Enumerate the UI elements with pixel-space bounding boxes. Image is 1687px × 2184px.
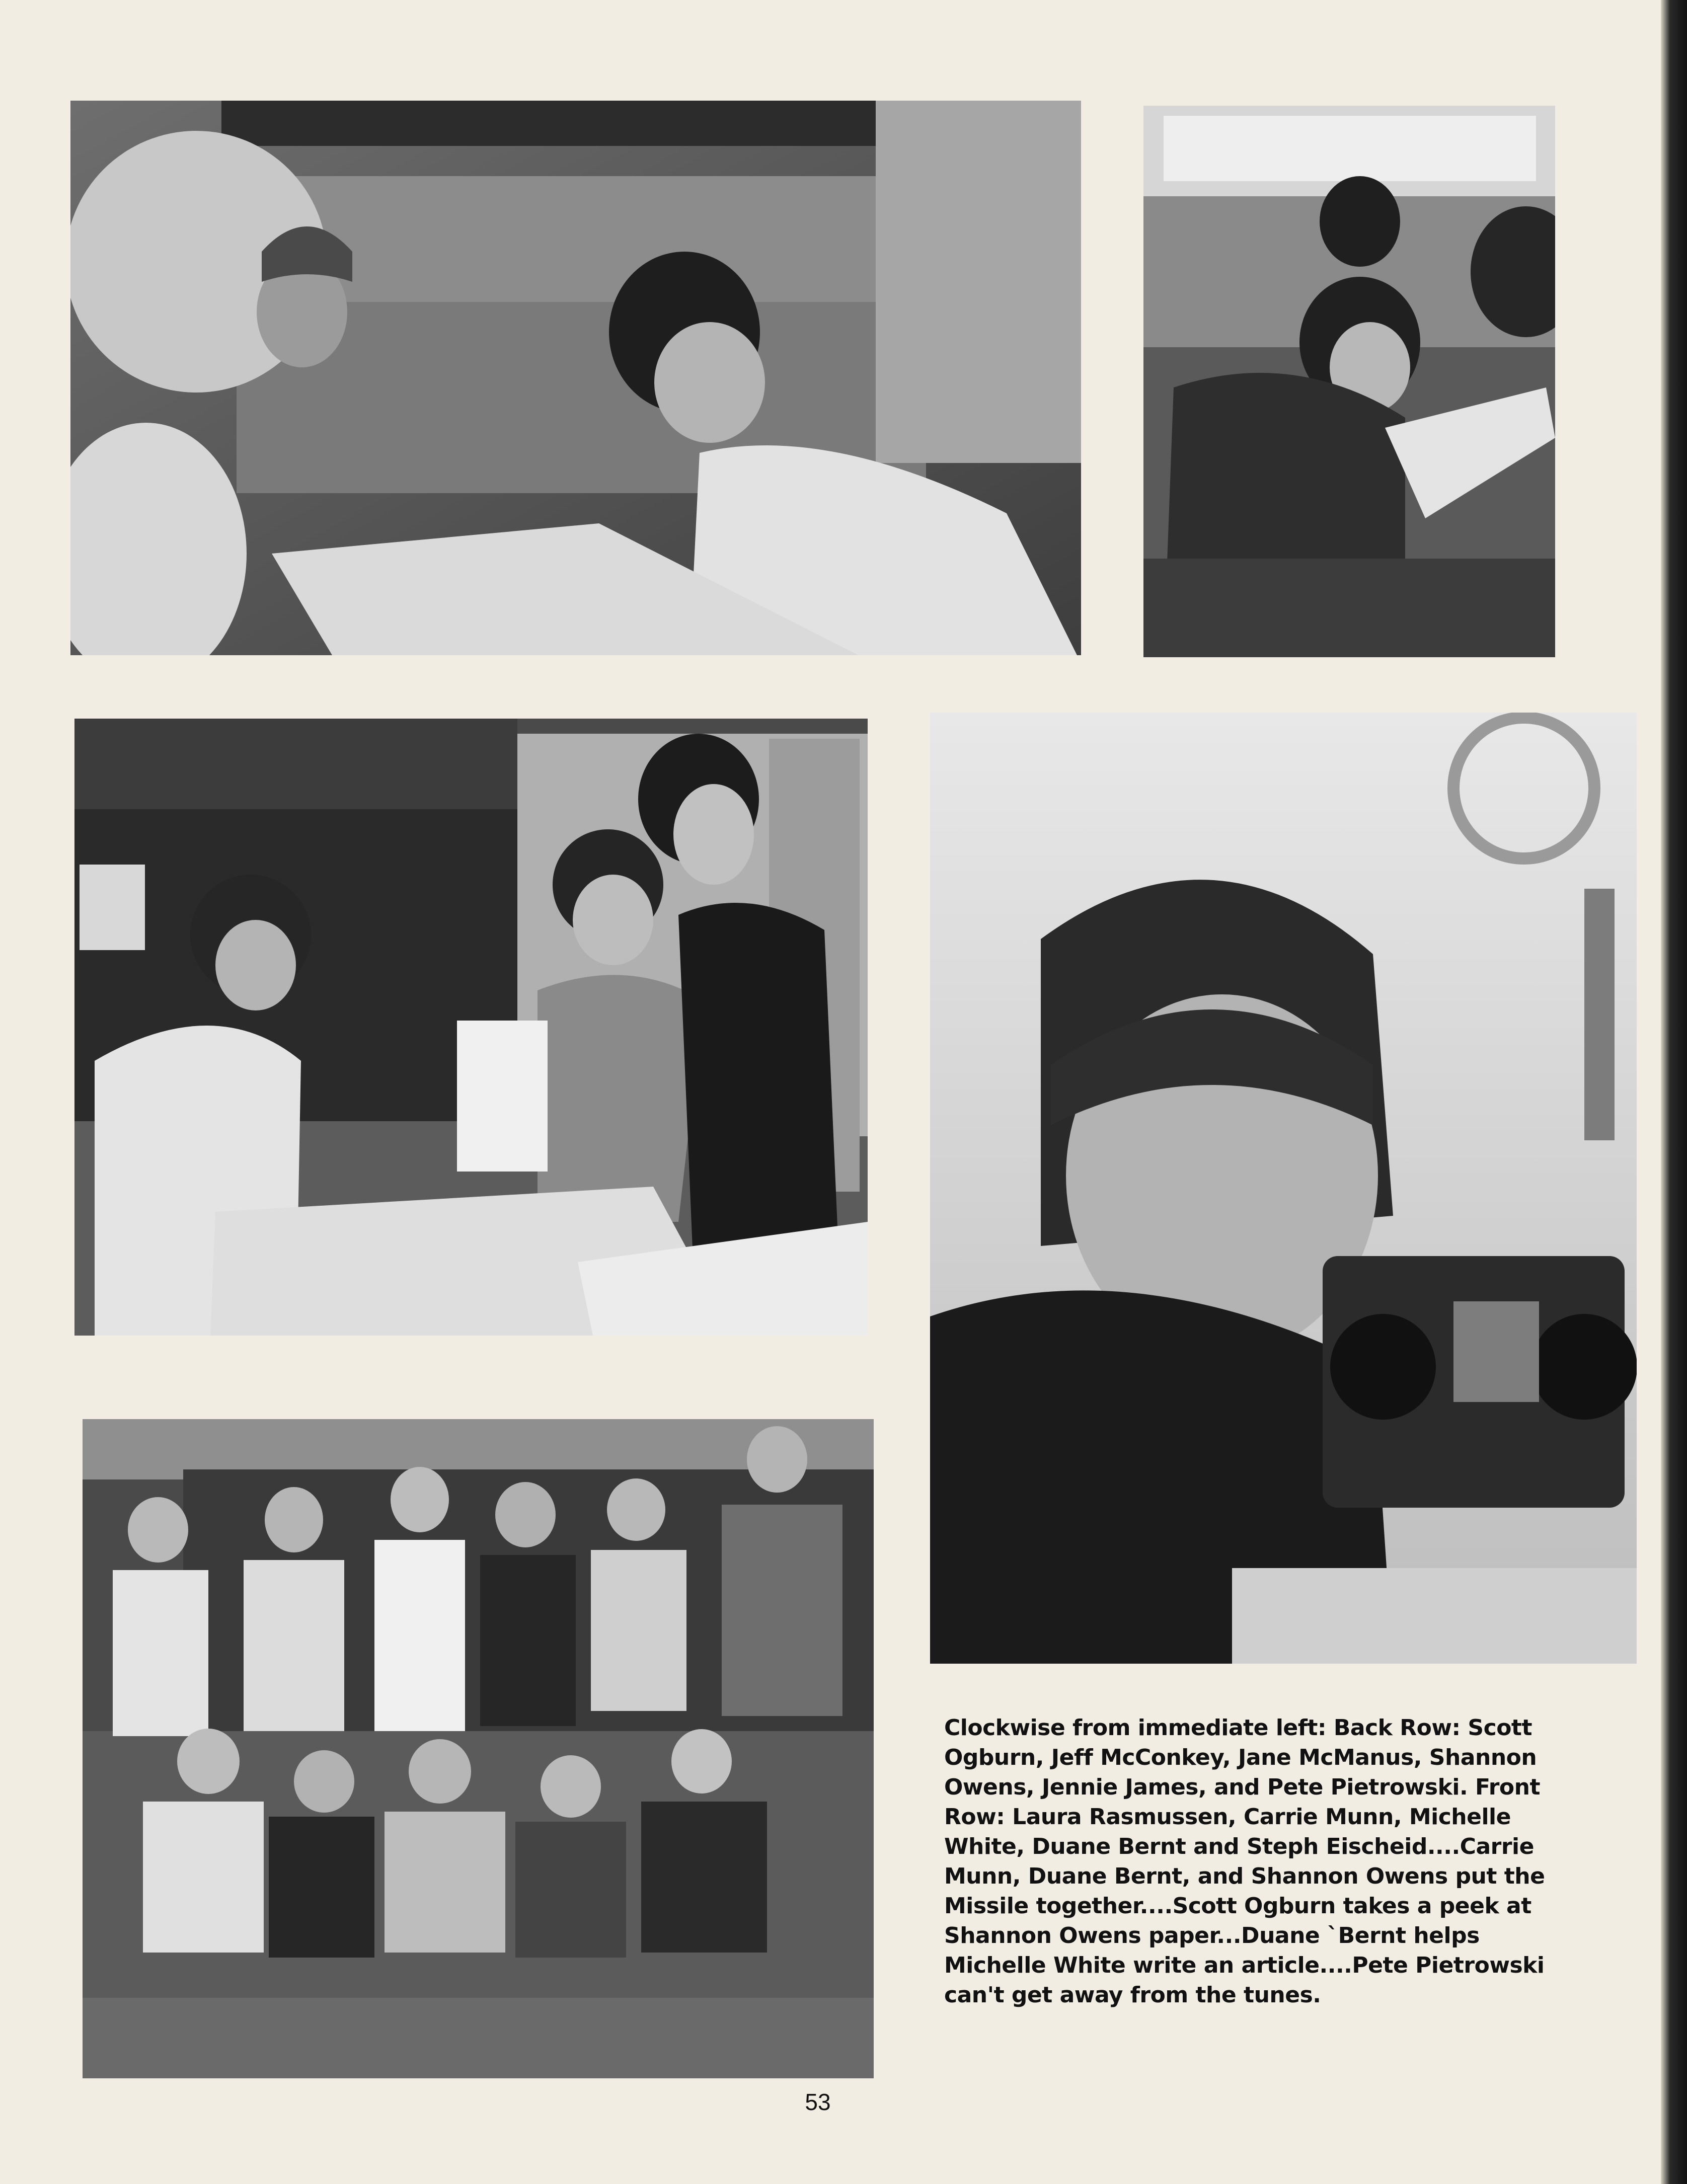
photo-girl-writing-at-desk — [70, 101, 1081, 655]
page-edge-shadow — [1661, 0, 1687, 2184]
photo-students-at-desks — [1143, 106, 1555, 657]
photo-group-staff — [83, 1419, 874, 2078]
photo-caption: Clockwise from immediate left: Back Row: Scott Ogburn, Jeff McConkey, Jane McManus, Shannon Owens, Jennie James, and Pete Pietrowski. Front Row: Laura Rasmussen, Carrie Munn, Michelle White, Duane Bernt and Steph Eischeid....Carrie Munn, Duane Bernt, and Shannon Owens put the Missile together....Scott Ogburn takes a peek at Shannon Owens paper...Duane `Bernt helps Michelle White write an article....Pete Pietrowski can't get away from the tunes. — [944, 1715, 1545, 2008]
photo-boy-with-radio — [930, 713, 1637, 1664]
photo-students-assembling-paper — [74, 719, 868, 1336]
page-number: 53 — [805, 2089, 831, 2115]
